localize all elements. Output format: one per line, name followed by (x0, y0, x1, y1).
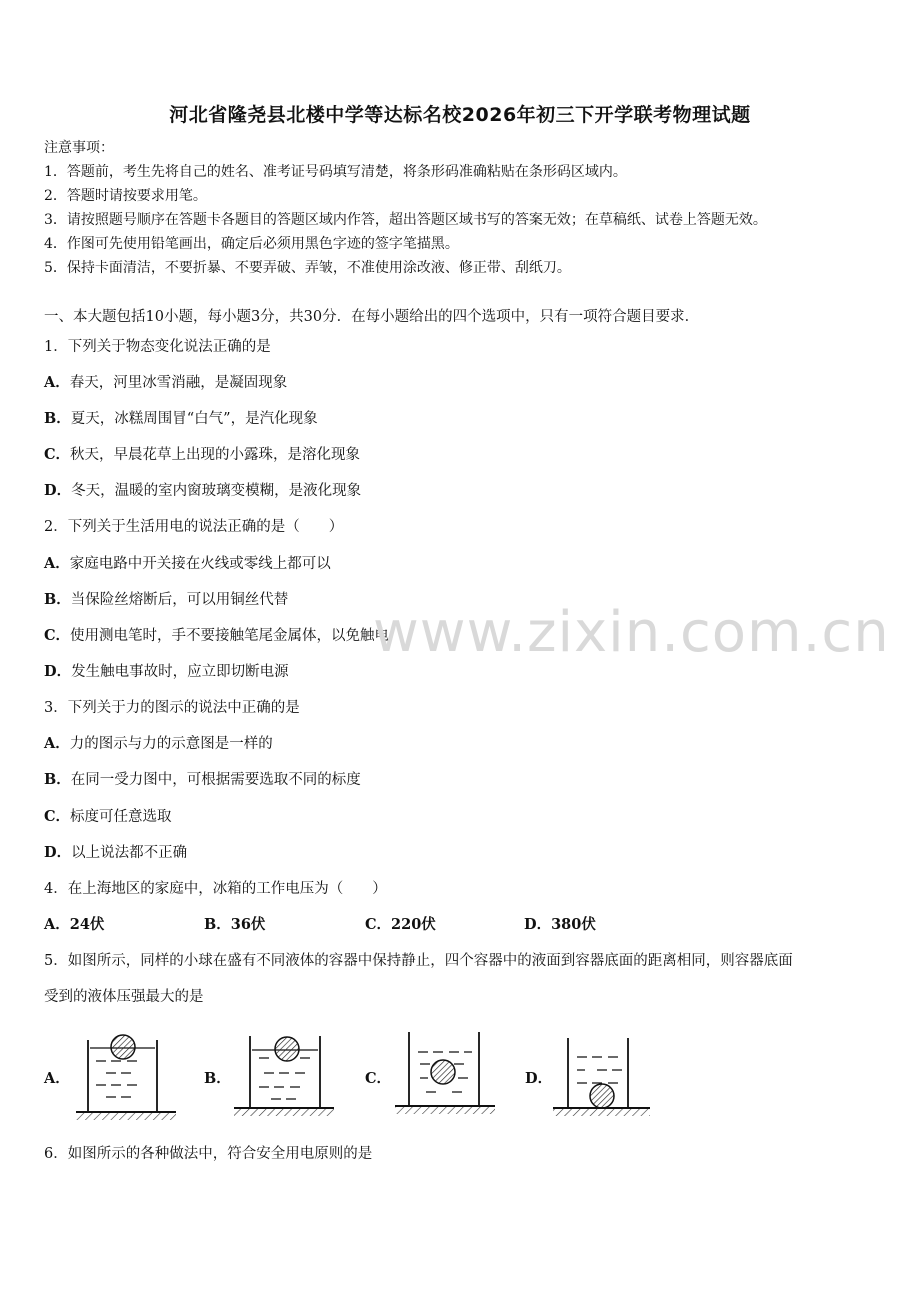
q3-a-text: 力的图示与力的示意图是一样的 (69, 736, 273, 752)
watermark: www.zixin.com.cn (373, 600, 890, 665)
q3-c-text: 标度可任意选取 (70, 809, 172, 825)
q2-d-letter: D． (44, 663, 72, 680)
question-5-stem-line2: 受到的液体压强最大的是 (44, 989, 204, 1005)
container-c (395, 1032, 495, 1114)
q1-option-b (44, 409, 318, 429)
q1-d-text: 冬天，温暖的室内窗玻璃变模糊，是液化现象 (71, 483, 362, 499)
q3-d-letter: D． (44, 844, 72, 861)
q3-c-letter: C． (44, 808, 71, 825)
note-item-2: 2．答题时请按要求用笔。 (44, 188, 207, 204)
q3-option-c (44, 807, 172, 827)
q3-b-letter: B． (44, 771, 71, 788)
q2-c-text: 使用测电笔时，手不要接触笔尾金属体，以免触电 (70, 628, 390, 644)
q1-a-letter: A． (44, 374, 70, 391)
q1-c-letter: C． (44, 446, 71, 463)
q2-a-text: 家庭电路中开关接在火线或零线上都可以 (69, 556, 331, 572)
q1-option-c (44, 445, 360, 465)
q3-option-d (44, 843, 187, 863)
containers-figure (0, 1020, 920, 1130)
note-item-3: 3．请按照题号顺序在答题卡各题目的答题区域内作答，超出答题区域书写的答案无效；在草稿纸、试卷上答题无效。 (44, 212, 767, 228)
note-item-5: 5．保持卡面清洁，不要折暴、不要弄破、弄皱，不准使用涂改液、修正带、刮纸刀。 (44, 260, 571, 276)
q4-option-d: D．380伏 (524, 916, 596, 933)
q2-b-letter: B． (44, 591, 71, 608)
q4-option-a: A．24伏 (44, 916, 105, 933)
q2-option-c (44, 626, 389, 646)
q3-option-a (44, 734, 273, 754)
q2-d-text: 发生触电事故时，应立即切断电源 (71, 664, 289, 680)
container-d (553, 1038, 650, 1116)
q1-option-a (44, 373, 287, 393)
q1-b-text: 夏天，冰糕周围冒“白气”，是汽化现象 (70, 411, 318, 427)
q1-b-letter: B． (44, 410, 71, 427)
q2-option-b (44, 590, 288, 610)
container-a (76, 1035, 176, 1120)
question-5-stem-line1: 5．如图所示，同样的小球在盛有不同液体的容器中保持静止，四个容器中的液面到容器底面的距离相同，则容器底面 (44, 953, 793, 969)
notes-heading: 注意事项： (44, 140, 114, 156)
q1-d-letter: D． (44, 482, 72, 499)
q2-c-letter: C． (44, 627, 71, 644)
note-item-1: 1．答题前，考生先将自己的姓名、准考证号码填写清楚，将条形码准确粘贴在条形码区域内。 (44, 164, 627, 180)
section-heading: 一、本大题包括10小题，每小题3分，共30分．在每小题给出的四个选项中，只有一项符合题目要求． (44, 309, 700, 325)
figure-label-b: B． (204, 1070, 231, 1087)
page-title: 河北省隆尧县北楼中学等达标名校2026年初三下开学联考物理试题 (169, 104, 751, 126)
figure-label-d: D． (525, 1070, 553, 1087)
q2-option-d (44, 662, 289, 682)
figure-label-c: C． (365, 1070, 392, 1087)
container-b (234, 1036, 334, 1116)
q1-a-text: 春天，河里冰雪消融，是凝固现象 (69, 375, 288, 391)
q1-option-d (44, 481, 361, 501)
q2-option-a (44, 554, 331, 574)
q2-a-letter: A． (44, 555, 70, 572)
q3-d-text: 以上说法都不正确 (71, 845, 188, 861)
question-2-stem: 2．下列关于生活用电的说法正确的是（ ） (44, 519, 344, 535)
q3-b-text: 在同一受力图中，可根据需要选取不同的标度 (70, 772, 361, 788)
figure-label-a: A． (44, 1070, 70, 1087)
q3-a-letter: A． (44, 735, 70, 752)
question-3-stem: 3．下列关于力的图示的说法中正确的是 (44, 700, 300, 716)
question-4-stem: 4．在上海地区的家庭中，冰箱的工作电压为（ ） (44, 881, 387, 897)
question-1-stem: 1．下列关于物态变化说法正确的是 (44, 339, 271, 355)
q2-b-text: 当保险丝熔断后，可以用铜丝代替 (70, 592, 289, 608)
question-6-stem: 6．如图所示的各种做法中，符合安全用电原则的是 (44, 1146, 373, 1162)
q4-option-b: B．36伏 (204, 916, 266, 933)
q3-option-b (44, 770, 361, 790)
note-item-4: 4．作图可先使用铅笔画出，确定后必须用黑色字迹的签字笔描黑。 (44, 236, 459, 252)
q4-option-c: C．220伏 (365, 916, 436, 933)
q1-c-text: 秋天，早晨花草上出现的小露珠，是溶化现象 (70, 447, 361, 463)
